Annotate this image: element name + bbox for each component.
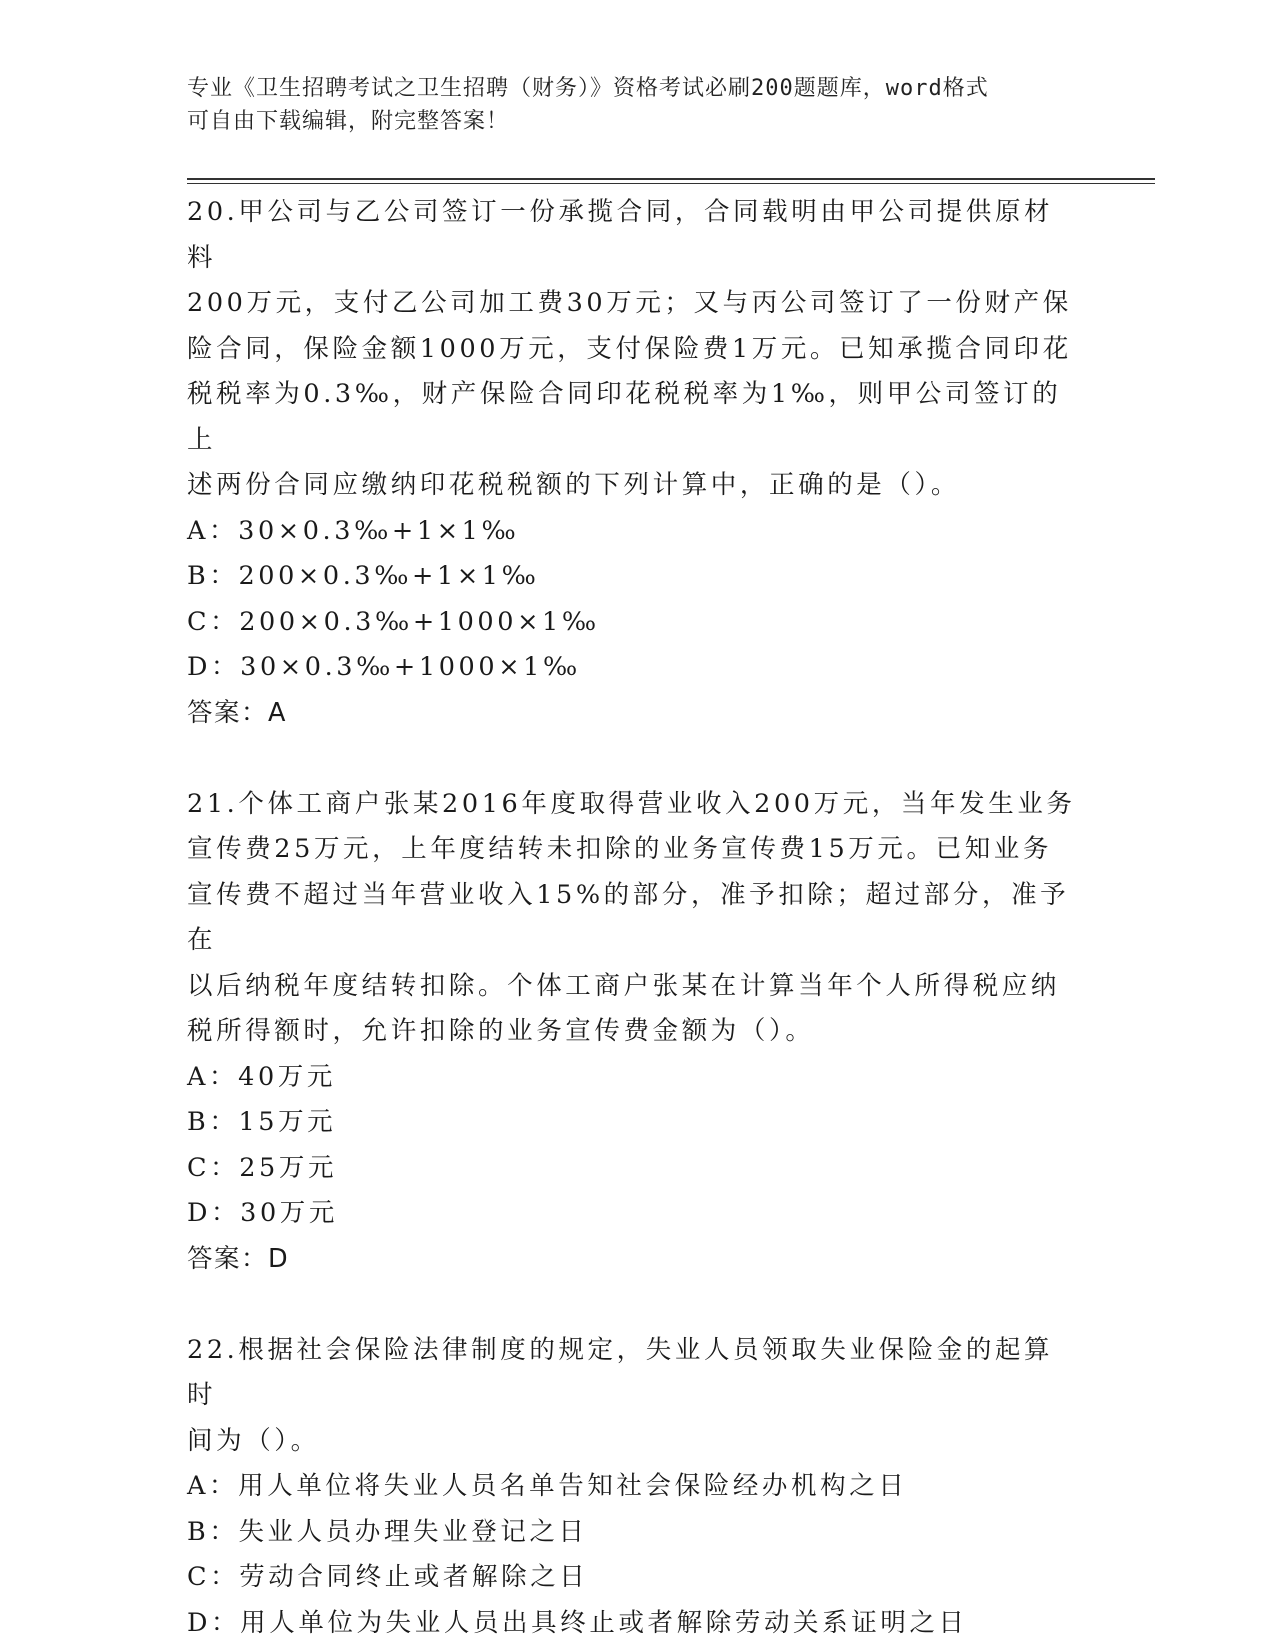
option-d: D：30×0.3‰+1000×1‰ (187, 652, 581, 682)
option-b: B：200×0.3‰+1×1‰ (187, 561, 540, 591)
question-stem-line: 间为（）。 (187, 1425, 320, 1456)
question-stem-line: 200万元，支付乙公司加工费30万元；又与丙公司签订了一份财产保 (187, 288, 1072, 318)
question-stem-line: 宣传费不超过当年营业收入15%的部分，准予扣除；超过部分，准予在 (187, 879, 1070, 955)
question-21 (187, 782, 1077, 1283)
question-stem-line: 20.甲公司与乙公司签订一份承揽合同，合同载明由甲公司提供原材料 (187, 197, 1054, 273)
header-line-1: 专业《卫生招聘考试之卫生招聘（财务）》资格考试必刷200题题库，word格式 (187, 76, 989, 101)
question-stem-line: 以后纳税年度结转扣除。个体工商户张某在计算当年个人所得税应纳 (187, 970, 1061, 1001)
question-spacer (187, 1282, 1077, 1328)
question-stem-line: 22.根据社会保险法律制度的规定，失业人员领取失业保险金的起算时 (187, 1334, 1054, 1410)
question-stem-line: 述两份合同应缴纳印花税税额的下列计算中，正确的是（）。 (187, 470, 960, 500)
option-a: A：40万元 (187, 1061, 336, 1092)
question-20 (187, 190, 1077, 736)
answer-label: 答案：D (187, 1243, 290, 1274)
header-divider-thick (187, 178, 1155, 180)
header-line-2: 可自由下载编辑，附完整答案！ (187, 109, 510, 134)
question-stem-line: 税税率为0.3‰，财产保险合同印花税税率为1‰，则甲公司签订的上 (187, 379, 1062, 455)
option-a: A：用人单位将失业人员名单告知社会保险经办机构之日 (187, 1471, 908, 1501)
header-divider-thin (187, 183, 1155, 184)
question-stem-line: 宣传费25万元，上年度结转未扣除的业务宣传费15万元。已知业务 (187, 834, 1052, 864)
option-d: D：30万元 (187, 1198, 338, 1228)
question-stem-line: 税所得额时，允许扣除的业务宣传费金额为（）。 (187, 1016, 815, 1046)
option-c: C：25万元 (187, 1152, 338, 1183)
option-c: C：200×0.3‰+1000×1‰ (187, 606, 600, 637)
answer-label: 答案：A (187, 697, 287, 728)
question-stem-line: 险合同，保险金额1000万元，支付保险费1万元。已知承揽合同印花 (187, 333, 1072, 364)
option-b: B：失业人员办理失业登记之日 (187, 1516, 588, 1547)
option-b: B：15万元 (187, 1107, 337, 1137)
question-list (187, 190, 1077, 1646)
question-22 (187, 1328, 1077, 1647)
option-a: A：30×0.3‰+1×1‰ (187, 515, 520, 546)
document-header (187, 72, 1067, 138)
option-c: C：劳动合同终止或者解除之日 (187, 1562, 589, 1592)
question-stem-line: 21.个体工商户张某2016年度取得营业收入200万元，当年发生业务 (187, 788, 1076, 819)
option-d: D：用人单位为失业人员出具终止或者解除劳动关系证明之日 (187, 1607, 968, 1638)
question-spacer (187, 736, 1077, 782)
